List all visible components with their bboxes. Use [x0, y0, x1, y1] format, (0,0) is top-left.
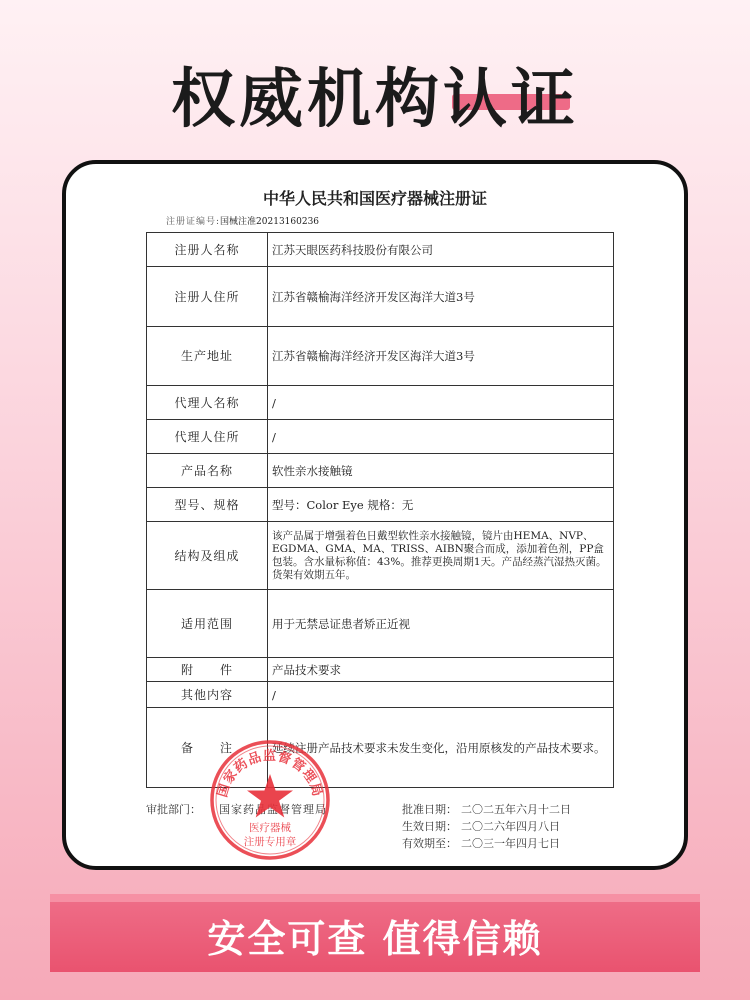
field-value: 该产品属于增强着色日戴型软性亲水接触镜，镜片由HEMA、NVP、EGDMA、GMA、MA、TRISS、AIBN聚合而成，添加着色剂，PP盒包装。含水量标称值：43%。推荐更换周期1天。产品经蒸汽湿热灭菌。货架有效期五年。: [268, 522, 614, 590]
approval-dept-value: 国家药品监督管理局: [219, 803, 327, 816]
certificate-title: 中华人民共和国医疗器械注册证: [262, 189, 487, 208]
field-label: 代理人住所: [147, 420, 268, 454]
field-value: 江苏天眼医药科技股份有限公司: [268, 233, 614, 267]
field-value: 产品技术要求: [268, 658, 614, 682]
table-row: [147, 522, 614, 590]
field-label: 备 注: [147, 708, 268, 788]
table-row: [147, 327, 614, 386]
table-row: [147, 590, 614, 658]
registration-number: [166, 214, 319, 227]
field-label: 结构及组成: [147, 522, 268, 590]
seal-line2: 注册专用章: [243, 836, 297, 848]
certificate-table: [146, 232, 614, 788]
slogan-banner-edge: [50, 894, 700, 902]
table-row: [147, 233, 614, 267]
field-label: 产品名称: [147, 454, 268, 488]
official-seal-stamp: [208, 738, 332, 862]
table-row: [147, 454, 614, 488]
field-value: 江苏省赣榆海洋经济开发区海洋大道3号: [268, 327, 614, 386]
effective-date: 生效日期： 二〇二六年四月八日: [402, 820, 560, 833]
field-value: 用于无禁忌证患者矫正近视: [268, 590, 614, 658]
page-headline: 权威机构认证: [171, 63, 579, 137]
date-block: [402, 801, 571, 852]
field-value: /: [268, 386, 614, 420]
table-row: [147, 488, 614, 522]
slogan-text: 安全可查 值得信赖: [207, 917, 543, 961]
field-label: 其他内容: [147, 682, 268, 708]
seal-line1: 医疗器械: [249, 822, 291, 834]
registration-value: 国械注准20213160236: [220, 217, 320, 227]
registration-label: 注册证编号:: [166, 217, 221, 227]
field-value: 延续注册产品技术要求未发生变化，沿用原核发的产品技术要求。: [268, 708, 614, 788]
field-value: 型号：Color Eye 规格：无: [268, 488, 614, 522]
table-row: [147, 386, 614, 420]
table-row: [147, 658, 614, 682]
seal-ring-text: 国家药品监督管理局: [215, 749, 325, 800]
approval-date: 批准日期： 二〇二五年六月十二日: [402, 803, 571, 816]
seal-star-icon: [247, 774, 293, 818]
table-row: [147, 682, 614, 708]
field-label: 适用范围: [147, 590, 268, 658]
field-label: 注册人名称: [147, 233, 268, 267]
expiry-date: 有效期至： 二〇三一年四月七日: [402, 837, 560, 850]
field-label: 代理人名称: [147, 386, 268, 420]
field-value: /: [268, 420, 614, 454]
certificate-card: [62, 160, 688, 870]
field-label: 型号、规格: [147, 488, 268, 522]
field-label: 附 件: [147, 658, 268, 682]
field-value: /: [268, 682, 614, 708]
field-value: 软性亲水接触镜: [268, 454, 614, 488]
field-label: 生产地址: [147, 327, 268, 386]
field-label: 注册人住所: [147, 267, 268, 327]
table-row: [147, 267, 614, 327]
field-value: 江苏省赣榆海洋经济开发区海洋大道3号: [268, 267, 614, 327]
table-row: [147, 420, 614, 454]
approval-label: 审批部门：: [146, 803, 201, 816]
